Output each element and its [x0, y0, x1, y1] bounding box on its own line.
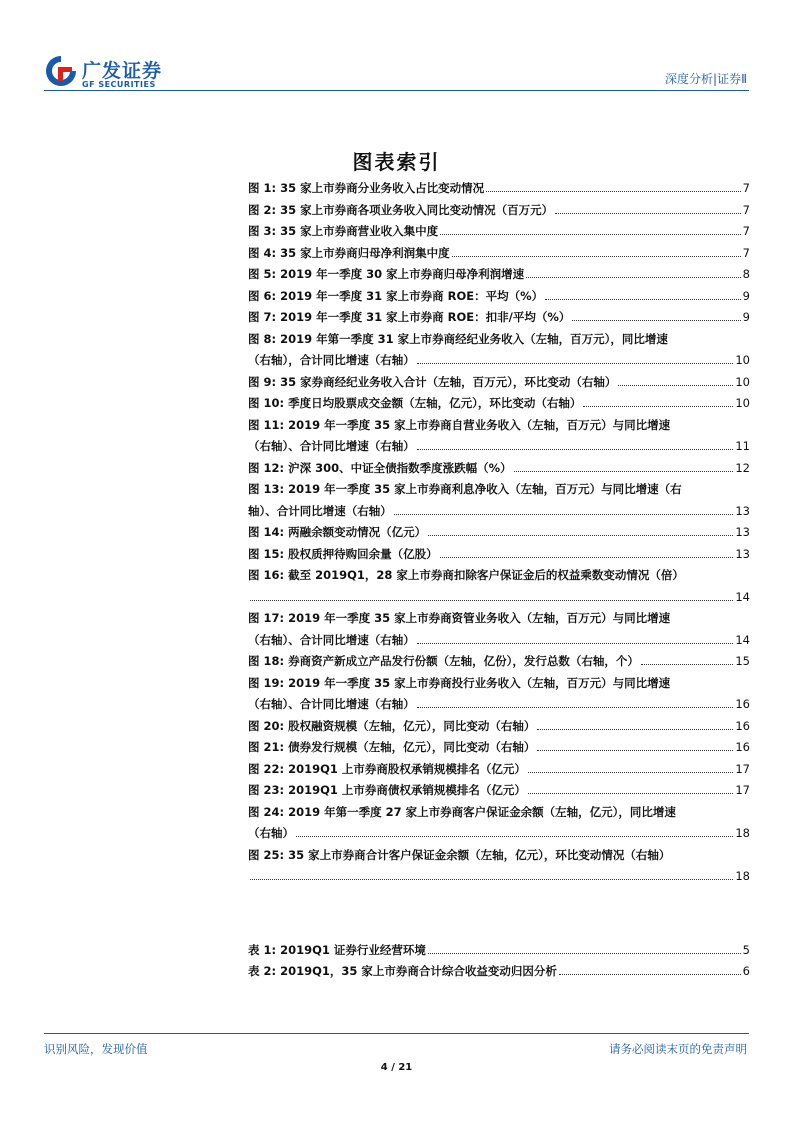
toc-entry-line	[248, 759, 750, 781]
toc-entry[interactable]	[248, 479, 750, 522]
toc-page-number: 5	[742, 942, 750, 957]
toc-page-number: 13	[735, 503, 750, 518]
toc-entry-line	[248, 264, 750, 286]
toc-entry-title: 债券发行规模（左轴，亿元），同比变动（右轴）	[288, 740, 536, 754]
toc-entry[interactable]	[248, 329, 750, 372]
toc-page-number: 10	[735, 396, 750, 410]
toc-page-number: 14	[735, 632, 750, 647]
toc-entry-title: 2019 年一季度 35 家上市券商投行业务收入（左轴，百万元）与同比增速	[288, 675, 671, 690]
toc-entry-label: 图 4:	[248, 245, 277, 260]
toc-entry[interactable]	[248, 961, 750, 983]
toc-entry-line	[248, 673, 750, 695]
toc-page-number: 10	[735, 353, 750, 367]
toc-entry-title: 35 家券商经纪业务收入合计（左轴，百万元），环比变动（右轴）	[280, 374, 617, 389]
toc-entry[interactable]	[248, 415, 750, 458]
toc-entry-title: 截至 2019Q1，28 家上市券商扣除客户保证金后的权益乘数变动情况（倍）	[288, 568, 684, 582]
toc-dot-leader	[583, 406, 733, 407]
toc-entry[interactable]	[248, 264, 750, 286]
toc-entry[interactable]	[248, 759, 750, 781]
toc-page-number: 13	[735, 525, 750, 539]
toc-entry-line	[248, 329, 750, 351]
toc-dot-leader	[440, 557, 734, 558]
toc-entry-line	[248, 286, 750, 308]
toc-entry[interactable]	[248, 221, 750, 243]
toc-dot-leader	[555, 213, 741, 214]
toc-entry[interactable]	[248, 716, 750, 738]
toc-entry-line	[248, 802, 750, 824]
toc-entry[interactable]	[248, 522, 750, 544]
toc-page-number: 7	[742, 202, 750, 217]
toc-dot-leader	[641, 664, 733, 665]
toc-entry-title: 2019Q1，35 家上市券商合计综合收益变动归因分析	[280, 964, 557, 978]
gf-logo-icon	[44, 54, 78, 88]
toc-entry-title: 股权质押待购回余量（亿股）	[288, 546, 438, 561]
toc-dot-leader	[417, 449, 734, 450]
toc-page-number: 11	[735, 439, 750, 453]
toc-entry[interactable]	[248, 737, 750, 759]
toc-dot-leader	[486, 191, 741, 192]
toc-page-number: 7	[742, 224, 750, 238]
toc-entry-label: 图 9:	[248, 374, 277, 389]
company-logo	[44, 52, 194, 92]
toc-entry-label: 图 18:	[248, 654, 285, 668]
table-list	[248, 940, 750, 983]
toc-entry-title: 股权融资规模（左轴，亿元），同比变动（右轴）	[288, 718, 536, 733]
toc-dot-leader	[417, 363, 734, 364]
toc-dot-leader	[296, 836, 733, 837]
toc-entry-title: 券商资产新成立产品发行份额（左轴，亿份），发行总数（右轴，个）	[288, 654, 639, 668]
header-divider	[44, 90, 749, 91]
toc-dot-leader	[559, 974, 741, 975]
toc-entry[interactable]	[248, 286, 750, 308]
toc-entry-line	[248, 608, 750, 630]
toc-entry-line	[248, 866, 750, 888]
toc-entry-line	[248, 479, 750, 501]
list-spacer	[248, 888, 750, 940]
toc-dot-leader	[545, 299, 741, 300]
toc-entry-label: 图 13:	[248, 482, 285, 496]
toc-entry-title: 沪深 300、中证全债指数季度涨跌幅（%）	[288, 460, 512, 475]
toc-entry-line	[248, 694, 750, 716]
toc-entry-title: 2019 年一季度 35 家上市券商利息净收入（左轴，百万元）与同比增速（右	[288, 482, 682, 496]
toc-entry-title: 2019Q1 证券行业经营环境	[280, 942, 426, 957]
toc-dot-leader	[250, 600, 733, 601]
toc-page-number: 17	[735, 783, 750, 797]
toc-entry[interactable]	[248, 673, 750, 716]
toc-entry-label: 图 19:	[248, 675, 285, 690]
toc-entry-line	[248, 415, 750, 437]
toc-entry-line	[248, 630, 750, 652]
figure-list	[248, 178, 750, 888]
toc-page-number: 17	[735, 761, 750, 776]
toc-entry-label: 图 24:	[248, 804, 285, 819]
logo-en-text: GF SECURITIES	[82, 80, 156, 89]
toc-dot-leader	[417, 707, 734, 708]
toc-entry-title: （右轴）、合计同比增速（右轴）	[248, 439, 415, 453]
toc-dot-leader	[452, 256, 741, 257]
toc-entry-label: 图 21:	[248, 740, 285, 754]
toc-entry-title: 2019 年一季度 35 家上市券商自营业务收入（左轴，百万元）与同比增速	[288, 417, 671, 432]
toc-entry-label: 图 11:	[248, 417, 285, 432]
toc-dot-leader	[528, 772, 733, 773]
toc-entry-label: 图 8:	[248, 331, 277, 346]
toc-entry-label: 图 1:	[248, 181, 277, 195]
toc-entry-label: 图 5:	[248, 267, 277, 281]
toc-entry[interactable]	[248, 608, 750, 651]
toc-entry-line	[248, 716, 750, 738]
toc-entry-label: 图 22:	[248, 761, 285, 776]
toc-entry-line	[248, 200, 750, 222]
toc-entry-label: 图 6:	[248, 288, 277, 303]
toc-page-number: 12	[735, 460, 750, 475]
toc-entry-label: 图 14:	[248, 525, 285, 539]
toc-dot-leader	[537, 750, 733, 751]
toc-entry-label: 图 25:	[248, 847, 285, 862]
toc-dot-leader	[514, 471, 734, 472]
toc-entry-line	[248, 436, 750, 458]
toc-entry-title: 2019 年第一季度 31 家上市券商经纪业务收入（左轴，百万元），同比增速	[280, 331, 668, 346]
toc-entry[interactable]	[248, 565, 750, 608]
toc-dot-leader	[572, 320, 740, 321]
toc-dot-leader	[618, 385, 733, 386]
toc-entry-title: 2019Q1 上市券商股权承销规模排名（亿元）	[288, 761, 526, 776]
logo-cn-text: 广发证券	[82, 60, 163, 82]
toc-dot-leader	[250, 879, 733, 880]
toc-page-number: 18	[735, 826, 750, 840]
toc-entry-line	[248, 243, 750, 265]
toc-dot-leader	[537, 729, 733, 730]
toc-entry[interactable]	[248, 802, 750, 845]
toc-page-number: 9	[742, 288, 750, 303]
toc-entry-line	[248, 307, 750, 329]
toc-entry-line	[248, 823, 750, 845]
toc-entry-line	[248, 221, 750, 243]
toc-entry-line	[248, 587, 750, 609]
toc-entry-line	[248, 780, 750, 802]
toc-entry-line	[248, 522, 750, 544]
toc-entry[interactable]	[248, 458, 750, 480]
toc-entry-label: 图 16:	[248, 568, 285, 582]
toc-entry-line	[248, 565, 750, 587]
toc-entry-title: 季度日均股票成交金额（左轴，亿元），环比变动（右轴）	[288, 396, 582, 410]
toc-page-number: 8	[742, 267, 750, 281]
toc-dot-leader	[528, 793, 733, 794]
toc-dot-leader	[526, 277, 741, 278]
toc-entry[interactable]	[248, 307, 750, 329]
toc-page-number: 15	[735, 654, 750, 668]
toc-entry[interactable]	[248, 940, 750, 962]
toc-entry-label: 图 7:	[248, 310, 277, 324]
page-number: 4 / 21	[380, 1062, 413, 1073]
toc-entry-title: 2019 年一季度 31 家上市券商 ROE：扣非/平均（%）	[280, 310, 571, 324]
footer-disclaimer: 请务必阅读末页的免责声明	[609, 1042, 747, 1056]
toc-entry-line	[248, 544, 750, 566]
page-header	[0, 0, 793, 100]
toc-entry-line	[248, 845, 750, 867]
toc-page-number: 16	[735, 740, 750, 754]
toc-entry[interactable]	[248, 178, 750, 200]
toc-dot-leader	[394, 514, 734, 515]
toc-entry-line	[248, 178, 750, 200]
toc-entry-title: 35 家上市券商营业收入集中度	[280, 224, 439, 238]
document-type: 深度分析|证券Ⅱ	[665, 72, 747, 86]
toc-entry-title: 两融余额变动情况（亿元）	[288, 525, 427, 539]
toc-entry-title: （右轴）、合计同比增速（右轴）	[248, 632, 415, 647]
toc-dot-leader	[428, 535, 733, 536]
toc-entry-title: 35 家上市券商分业务收入占比变动情况	[280, 181, 485, 195]
toc-entry[interactable]	[248, 780, 750, 802]
toc-entry-title: 35 家上市券商合计客户保证金余额（左轴，亿元），环比变动情况（右轴）	[288, 847, 671, 862]
toc-entry-label: 表 1:	[248, 942, 277, 957]
toc-page-number: 18	[735, 869, 750, 883]
toc-dot-leader	[440, 234, 741, 235]
toc-entry-label: 图 10:	[248, 396, 285, 410]
toc-page-number: 7	[742, 181, 750, 195]
toc-page-number: 16	[735, 697, 750, 711]
toc-page-number: 9	[742, 310, 750, 324]
toc-entry[interactable]	[248, 544, 750, 566]
toc-entry-title: 2019 年一季度 31 家上市券商 ROE：平均（%）	[280, 288, 544, 303]
page-title: 图表索引	[352, 150, 441, 174]
toc-entry-title: （右轴）	[248, 826, 294, 840]
toc-entry-label: 图 2:	[248, 202, 277, 217]
toc-entry-title: 2019Q1 上市券商债权承销规模排名（亿元）	[288, 783, 526, 797]
toc-entry-label: 图 23:	[248, 783, 285, 797]
toc-entry[interactable]	[248, 372, 750, 394]
toc-entry-label: 图 15:	[248, 546, 285, 561]
toc-entry-line	[248, 350, 750, 372]
toc-entry[interactable]	[248, 200, 750, 222]
toc-entry-title: 2019 年一季度 30 家上市券商归母净利润增速	[280, 267, 525, 281]
toc-entry-title: 35 家上市券商各项业务收入同比变动情况（百万元）	[280, 202, 554, 217]
toc-entry-line	[248, 961, 750, 983]
toc-page-number: 13	[735, 546, 750, 561]
toc-page-number: 14	[735, 589, 750, 604]
toc-entry[interactable]	[248, 393, 750, 415]
toc-entry-title: 2019 年第一季度 27 家上市券商客户保证金余额（左轴，亿元），同比增速	[288, 804, 676, 819]
toc-entry-title: （右轴），合计同比增速（右轴）	[248, 353, 415, 367]
toc-entry-title: 轴）、合计同比增速（右轴）	[248, 503, 392, 518]
toc-entry-line	[248, 737, 750, 759]
toc-entry-title: 2019 年一季度 35 家上市券商资管业务收入（左轴，百万元）与同比增速	[288, 611, 671, 625]
toc-page-number: 10	[735, 374, 750, 389]
toc-page-number: 6	[742, 964, 750, 978]
toc-entry[interactable]	[248, 243, 750, 265]
toc-entry-label: 图 20:	[248, 718, 285, 733]
figure-index	[248, 178, 750, 983]
toc-entry-line	[248, 458, 750, 480]
toc-dot-leader	[417, 643, 734, 644]
toc-entry-line	[248, 372, 750, 394]
footer-divider	[44, 1033, 749, 1034]
toc-entry-line	[248, 501, 750, 523]
toc-page-number: 7	[742, 245, 750, 260]
toc-entry-line	[248, 651, 750, 673]
toc-entry-line	[248, 940, 750, 962]
toc-entry[interactable]	[248, 651, 750, 673]
toc-entry-label: 图 12:	[248, 460, 285, 475]
toc-dot-leader	[428, 953, 741, 954]
toc-entry[interactable]	[248, 845, 750, 888]
toc-entry-title: （右轴）、合计同比增速（右轴）	[248, 697, 415, 711]
toc-entry-label: 图 17:	[248, 611, 285, 625]
footer-slogan: 识别风险，发现价值	[44, 1042, 148, 1056]
toc-entry-title: 35 家上市券商归母净利润集中度	[280, 245, 450, 260]
toc-page-number: 16	[735, 718, 750, 733]
toc-entry-label: 表 2:	[248, 964, 277, 978]
toc-entry-line	[248, 393, 750, 415]
toc-entry-label: 图 3:	[248, 224, 277, 238]
